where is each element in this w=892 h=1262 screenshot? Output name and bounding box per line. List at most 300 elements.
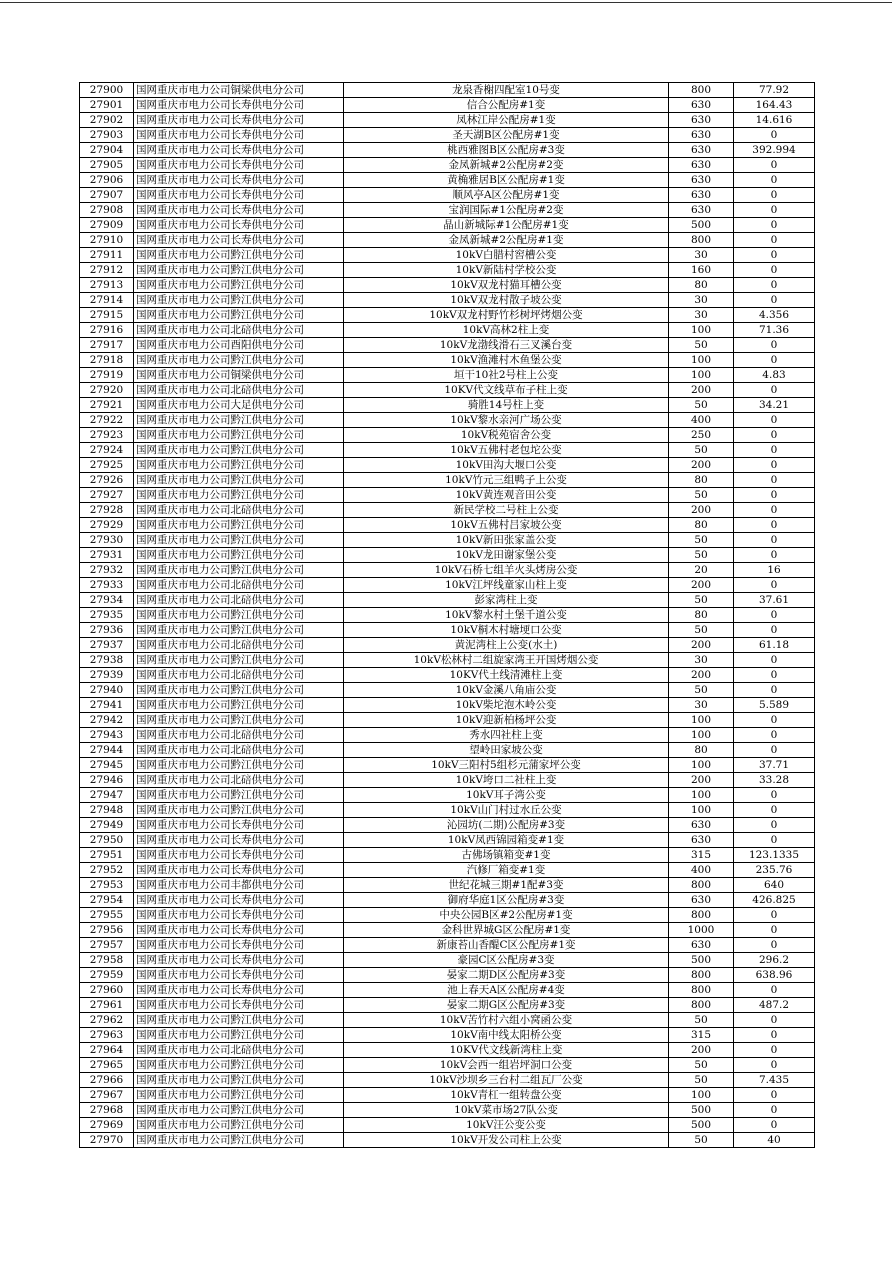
- row-id-cell: 27907: [80, 188, 134, 203]
- company-cell: 国网重庆市电力公司黔江供电分公司: [134, 263, 344, 278]
- company-cell: 国网重庆市电力公司黔江供电分公司: [134, 1013, 344, 1028]
- table-row: [80, 503, 815, 518]
- table-row: [80, 338, 815, 353]
- company-cell: 国网重庆市电力公司黔江供电分公司: [134, 563, 344, 578]
- row-id-cell: 27914: [80, 293, 134, 308]
- table-row: [80, 968, 815, 983]
- capacity-cell: 630: [669, 188, 734, 203]
- company-cell: 国网重庆市电力公司长寿供电分公司: [134, 173, 344, 188]
- value-cell: 0: [734, 548, 815, 563]
- value-cell: 71.36: [734, 323, 815, 338]
- value-cell: 0: [734, 713, 815, 728]
- company-cell: 国网重庆市电力公司黔江供电分公司: [134, 413, 344, 428]
- value-cell: 0: [734, 503, 815, 518]
- value-cell: 0: [734, 803, 815, 818]
- table-row: [80, 518, 815, 533]
- row-id-cell: 27916: [80, 323, 134, 338]
- value-cell: 0: [734, 818, 815, 833]
- company-cell: 国网重庆市电力公司丰都供电分公司: [134, 878, 344, 893]
- company-cell: 国网重庆市电力公司长寿供电分公司: [134, 848, 344, 863]
- capacity-cell: 200: [669, 638, 734, 653]
- row-id-cell: 27961: [80, 998, 134, 1013]
- value-cell: 0: [734, 668, 815, 683]
- table-row: [80, 188, 815, 203]
- value-cell: 0: [734, 263, 815, 278]
- capacity-cell: 50: [669, 548, 734, 563]
- value-cell: 0: [734, 278, 815, 293]
- table-row: [80, 248, 815, 263]
- transformer-name-cell: 望岭田家坡公变: [344, 743, 669, 758]
- company-cell: 国网重庆市电力公司黔江供电分公司: [134, 653, 344, 668]
- value-cell: 0: [734, 533, 815, 548]
- value-cell: 0: [734, 218, 815, 233]
- capacity-cell: 630: [669, 833, 734, 848]
- row-id-cell: 27925: [80, 458, 134, 473]
- company-cell: 国网重庆市电力公司黔江供电分公司: [134, 803, 344, 818]
- row-id-cell: 27915: [80, 308, 134, 323]
- table-row: [80, 158, 815, 173]
- capacity-cell: 200: [669, 503, 734, 518]
- transformer-name-cell: 10kV龙渤线滑石三叉溪台变: [344, 338, 669, 353]
- transformer-name-cell: 10kV黎水亲河广场公变: [344, 413, 669, 428]
- capacity-cell: 100: [669, 323, 734, 338]
- value-cell: 0: [734, 653, 815, 668]
- company-cell: 国网重庆市电力公司黔江供电分公司: [134, 473, 344, 488]
- company-cell: 国网重庆市电力公司黔江供电分公司: [134, 1028, 344, 1043]
- value-cell: 487.2: [734, 998, 815, 1013]
- table-row: [80, 128, 815, 143]
- company-cell: 国网重庆市电力公司黔江供电分公司: [134, 623, 344, 638]
- company-cell: 国网重庆市电力公司铜梁供电分公司: [134, 368, 344, 383]
- transformer-name-cell: 10kV黄连观音田公变: [344, 488, 669, 503]
- row-id-cell: 27906: [80, 173, 134, 188]
- company-cell: 国网重庆市电力公司黔江供电分公司: [134, 1118, 344, 1133]
- company-cell: 国网重庆市电力公司黔江供电分公司: [134, 1073, 344, 1088]
- value-cell: 0: [734, 203, 815, 218]
- row-id-cell: 27909: [80, 218, 134, 233]
- value-cell: 0: [734, 353, 815, 368]
- transformer-name-cell: 10kV凤西锦园箱变#1变: [344, 833, 669, 848]
- row-id-cell: 27970: [80, 1133, 134, 1148]
- value-cell: 0: [734, 1028, 815, 1043]
- capacity-cell: 630: [669, 203, 734, 218]
- company-cell: 国网重庆市电力公司北碚供电分公司: [134, 728, 344, 743]
- transformer-name-cell: 新康苔山香醍C区公配房#1变: [344, 938, 669, 953]
- table-row: [80, 278, 815, 293]
- capacity-cell: 50: [669, 1073, 734, 1088]
- company-cell: 国网重庆市电力公司黔江供电分公司: [134, 608, 344, 623]
- transformer-name-cell: 凤林江岸公配房#1变: [344, 113, 669, 128]
- row-id-cell: 27917: [80, 338, 134, 353]
- row-id-cell: 27946: [80, 773, 134, 788]
- company-cell: 国网重庆市电力公司黔江供电分公司: [134, 428, 344, 443]
- company-cell: 国网重庆市电力公司黔江供电分公司: [134, 443, 344, 458]
- capacity-cell: 50: [669, 1058, 734, 1073]
- transformer-name-cell: 金凤新城#2公配房#1变: [344, 233, 669, 248]
- transformer-name-cell: 10kV迎新柏杨坪公变: [344, 713, 669, 728]
- company-cell: 国网重庆市电力公司长寿供电分公司: [134, 143, 344, 158]
- row-id-cell: 27951: [80, 848, 134, 863]
- transformer-name-cell: 10kV新田张家盖公变: [344, 533, 669, 548]
- table-row: [80, 608, 815, 623]
- table-row: [80, 743, 815, 758]
- row-id-cell: 27952: [80, 863, 134, 878]
- company-cell: 国网重庆市电力公司黔江供电分公司: [134, 1103, 344, 1118]
- company-cell: 国网重庆市电力公司黔江供电分公司: [134, 1058, 344, 1073]
- value-cell: 0: [734, 248, 815, 263]
- capacity-cell: 630: [669, 98, 734, 113]
- row-id-cell: 27937: [80, 638, 134, 653]
- row-id-cell: 27941: [80, 698, 134, 713]
- company-cell: 国网重庆市电力公司长寿供电分公司: [134, 938, 344, 953]
- capacity-cell: 630: [669, 893, 734, 908]
- row-id-cell: 27955: [80, 908, 134, 923]
- table-row: [80, 428, 815, 443]
- row-id-cell: 27963: [80, 1028, 134, 1043]
- table-row: [80, 1073, 815, 1088]
- capacity-cell: 400: [669, 413, 734, 428]
- capacity-cell: 80: [669, 608, 734, 623]
- table-row: [80, 263, 815, 278]
- capacity-cell: 800: [669, 968, 734, 983]
- value-cell: 0: [734, 743, 815, 758]
- row-id-cell: 27908: [80, 203, 134, 218]
- row-id-cell: 27940: [80, 683, 134, 698]
- table-row: [80, 653, 815, 668]
- value-cell: 0: [734, 938, 815, 953]
- transformer-name-cell: 10KV代文线草布子柱上变: [344, 383, 669, 398]
- capacity-cell: 200: [669, 1043, 734, 1058]
- table-row: [80, 323, 815, 338]
- table-row: [80, 458, 815, 473]
- table-row: [80, 473, 815, 488]
- table-row: [80, 398, 815, 413]
- row-id-cell: 27948: [80, 803, 134, 818]
- capacity-cell: 100: [669, 803, 734, 818]
- value-cell: 0: [734, 488, 815, 503]
- company-cell: 国网重庆市电力公司酉阳供电分公司: [134, 338, 344, 353]
- transformer-name-cell: 10kV竹元三组鸭子上公变: [344, 473, 669, 488]
- company-cell: 国网重庆市电力公司黔江供电分公司: [134, 758, 344, 773]
- transformer-name-cell: 10kV菜市场27队公变: [344, 1103, 669, 1118]
- value-cell: 296.2: [734, 953, 815, 968]
- transformer-name-cell: 10kV税苑宿舍公变: [344, 428, 669, 443]
- capacity-cell: 315: [669, 1028, 734, 1043]
- transformer-name-cell: 10kV山门村过水丘公变: [344, 803, 669, 818]
- company-cell: 国网重庆市电力公司北碚供电分公司: [134, 578, 344, 593]
- company-cell: 国网重庆市电力公司黔江供电分公司: [134, 488, 344, 503]
- capacity-cell: 80: [669, 743, 734, 758]
- value-cell: 14.616: [734, 113, 815, 128]
- table-row: [80, 143, 815, 158]
- transformer-name-cell: 晏家二期D区公配房#3变: [344, 968, 669, 983]
- transformer-name-cell: 中央公园B区#2公配房#1变: [344, 908, 669, 923]
- row-id-cell: 27964: [80, 1043, 134, 1058]
- table-row: [80, 878, 815, 893]
- company-cell: 国网重庆市电力公司长寿供电分公司: [134, 203, 344, 218]
- company-cell: 国网重庆市电力公司黔江供电分公司: [134, 1133, 344, 1148]
- row-id-cell: 27921: [80, 398, 134, 413]
- capacity-cell: 200: [669, 668, 734, 683]
- transformer-name-cell: 晶山新城际#1公配房#1变: [344, 218, 669, 233]
- table-row: [80, 728, 815, 743]
- value-cell: 0: [734, 1013, 815, 1028]
- capacity-cell: 500: [669, 218, 734, 233]
- capacity-cell: 800: [669, 998, 734, 1013]
- value-cell: 77.92: [734, 83, 815, 98]
- company-cell: 国网重庆市电力公司北碚供电分公司: [134, 1043, 344, 1058]
- transformer-name-cell: 10KV代土线清滩柱上变: [344, 668, 669, 683]
- value-cell: 16: [734, 563, 815, 578]
- table-row: [80, 173, 815, 188]
- transformer-name-cell: 10kV双龙村猫耳槽公变: [344, 278, 669, 293]
- value-cell: 0: [734, 413, 815, 428]
- table-row: [80, 818, 815, 833]
- table-row: [80, 908, 815, 923]
- row-id-cell: 27901: [80, 98, 134, 113]
- transformer-name-cell: 池上春天A区公配房#4变: [344, 983, 669, 998]
- row-id-cell: 27960: [80, 983, 134, 998]
- transformer-name-cell: 10kV汪公变公变: [344, 1118, 669, 1133]
- company-cell: 国网重庆市电力公司北碚供电分公司: [134, 638, 344, 653]
- company-cell: 国网重庆市电力公司黔江供电分公司: [134, 788, 344, 803]
- transformer-name-cell: 黄桷雅居B区公配房#1变: [344, 173, 669, 188]
- row-id-cell: 27954: [80, 893, 134, 908]
- row-id-cell: 27942: [80, 713, 134, 728]
- capacity-cell: 250: [669, 428, 734, 443]
- value-cell: 0: [734, 923, 815, 938]
- transformer-name-cell: 彭家湾柱上变: [344, 593, 669, 608]
- company-cell: 国网重庆市电力公司长寿供电分公司: [134, 188, 344, 203]
- value-cell: 392.994: [734, 143, 815, 158]
- capacity-cell: 315: [669, 848, 734, 863]
- table-row: [80, 578, 815, 593]
- table-row: [80, 548, 815, 563]
- company-cell: 国网重庆市电力公司北碚供电分公司: [134, 773, 344, 788]
- transformer-name-cell: 10kV沙坝乡三台村二组瓦厂公变: [344, 1073, 669, 1088]
- value-cell: 0: [734, 833, 815, 848]
- capacity-cell: 200: [669, 578, 734, 593]
- row-id-cell: 27931: [80, 548, 134, 563]
- value-cell: 638.96: [734, 968, 815, 983]
- table-row: [80, 443, 815, 458]
- transformer-name-cell: 古佛场镇箱变#1变: [344, 848, 669, 863]
- capacity-cell: 800: [669, 908, 734, 923]
- transformer-name-cell: 10kV黎水村土堡千道公变: [344, 608, 669, 623]
- company-cell: 国网重庆市电力公司长寿供电分公司: [134, 893, 344, 908]
- row-id-cell: 27927: [80, 488, 134, 503]
- transformer-name-cell: 沁园坊(二期)公配房#3变: [344, 818, 669, 833]
- transformer-name-cell: 10kV南中线太阳桥公变: [344, 1028, 669, 1043]
- value-cell: 4.356: [734, 308, 815, 323]
- transformer-name-cell: 10kV苦竹村六组小窝函公变: [344, 1013, 669, 1028]
- value-cell: 0: [734, 233, 815, 248]
- transformer-name-cell: 新民学校二号柱上公变: [344, 503, 669, 518]
- table-row: [80, 383, 815, 398]
- row-id-cell: 27912: [80, 263, 134, 278]
- transformer-name-cell: 10kV江坪线童家山柱上变: [344, 578, 669, 593]
- value-cell: 0: [734, 428, 815, 443]
- value-cell: 4.83: [734, 368, 815, 383]
- capacity-cell: 50: [669, 443, 734, 458]
- row-id-cell: 27926: [80, 473, 134, 488]
- value-cell: 235.76: [734, 863, 815, 878]
- table-row: [80, 683, 815, 698]
- table-row: [80, 713, 815, 728]
- capacity-cell: 100: [669, 758, 734, 773]
- table-row: [80, 1043, 815, 1058]
- row-id-cell: 27924: [80, 443, 134, 458]
- capacity-cell: 800: [669, 233, 734, 248]
- row-id-cell: 27923: [80, 428, 134, 443]
- row-id-cell: 27950: [80, 833, 134, 848]
- company-cell: 国网重庆市电力公司长寿供电分公司: [134, 953, 344, 968]
- table-row: [80, 773, 815, 788]
- value-cell: 0: [734, 1118, 815, 1133]
- value-cell: 0: [734, 1088, 815, 1103]
- company-cell: 国网重庆市电力公司长寿供电分公司: [134, 233, 344, 248]
- transformer-name-cell: 宝润国际#1公配房#2变: [344, 203, 669, 218]
- transformer-table: [79, 82, 815, 1148]
- table-row: [80, 1028, 815, 1043]
- capacity-cell: 30: [669, 653, 734, 668]
- transformer-name-cell: 桃西雅图B区公配房#3变: [344, 143, 669, 158]
- capacity-cell: 30: [669, 248, 734, 263]
- company-cell: 国网重庆市电力公司长寿供电分公司: [134, 908, 344, 923]
- company-cell: 国网重庆市电力公司长寿供电分公司: [134, 998, 344, 1013]
- table-row: [80, 353, 815, 368]
- company-cell: 国网重庆市电力公司长寿供电分公司: [134, 158, 344, 173]
- row-id-cell: 27902: [80, 113, 134, 128]
- row-id-cell: 27938: [80, 653, 134, 668]
- transformer-name-cell: 10kV高林2柱上变: [344, 323, 669, 338]
- table-row: [80, 623, 815, 638]
- row-id-cell: 27930: [80, 533, 134, 548]
- value-cell: 7.435: [734, 1073, 815, 1088]
- transformer-name-cell: 骑胜14号柱上变: [344, 398, 669, 413]
- company-cell: 国网重庆市电力公司长寿供电分公司: [134, 98, 344, 113]
- value-cell: 0: [734, 458, 815, 473]
- company-cell: 国网重庆市电力公司长寿供电分公司: [134, 923, 344, 938]
- transformer-name-cell: 10kV金溪八角庙公变: [344, 683, 669, 698]
- capacity-cell: 500: [669, 1103, 734, 1118]
- row-id-cell: 27949: [80, 818, 134, 833]
- company-cell: 国网重庆市电力公司黔江供电分公司: [134, 248, 344, 263]
- row-id-cell: 27933: [80, 578, 134, 593]
- capacity-cell: 50: [669, 623, 734, 638]
- row-id-cell: 27939: [80, 668, 134, 683]
- transformer-name-cell: 信合公配房#1变: [344, 98, 669, 113]
- value-cell: 0: [734, 908, 815, 923]
- company-cell: 国网重庆市电力公司北碚供电分公司: [134, 743, 344, 758]
- row-id-cell: 27911: [80, 248, 134, 263]
- table-row: [80, 638, 815, 653]
- company-cell: 国网重庆市电力公司长寿供电分公司: [134, 113, 344, 128]
- table-row: [80, 113, 815, 128]
- value-cell: 0: [734, 338, 815, 353]
- table-row: [80, 953, 815, 968]
- transformer-name-cell: 10kV柴坨泡木岭公变: [344, 698, 669, 713]
- capacity-cell: 50: [669, 398, 734, 413]
- row-id-cell: 27959: [80, 968, 134, 983]
- row-id-cell: 27920: [80, 383, 134, 398]
- transformer-name-cell: 10kV垮口二社柱上变: [344, 773, 669, 788]
- row-id-cell: 27928: [80, 503, 134, 518]
- page-top-rule: [0, 2, 892, 3]
- table-row: [80, 758, 815, 773]
- value-cell: 0: [734, 1058, 815, 1073]
- value-cell: 0: [734, 188, 815, 203]
- capacity-cell: 50: [669, 533, 734, 548]
- value-cell: 0: [734, 158, 815, 173]
- table-row: [80, 668, 815, 683]
- table-body: [80, 83, 815, 1148]
- table-row: [80, 83, 815, 98]
- capacity-cell: 200: [669, 773, 734, 788]
- capacity-cell: 30: [669, 698, 734, 713]
- transformer-name-cell: 10KV代文线新湾柱上变: [344, 1043, 669, 1058]
- company-cell: 国网重庆市电力公司黔江供电分公司: [134, 308, 344, 323]
- capacity-cell: 630: [669, 173, 734, 188]
- row-id-cell: 27900: [80, 83, 134, 98]
- transformer-name-cell: 10kV五佛村吕家坡公变: [344, 518, 669, 533]
- company-cell: 国网重庆市电力公司黔江供电分公司: [134, 458, 344, 473]
- transformer-name-cell: 10kV田沟大堰口公变: [344, 458, 669, 473]
- capacity-cell: 400: [669, 863, 734, 878]
- transformer-name-cell: 10kV耳子湾公变: [344, 788, 669, 803]
- table-row: [80, 893, 815, 908]
- transformer-name-cell: 10kV会西一组岩坪洞口公变: [344, 1058, 669, 1073]
- transformer-name-cell: 黄泥湾柱上公变(水土): [344, 638, 669, 653]
- value-cell: 0: [734, 1043, 815, 1058]
- capacity-cell: 100: [669, 728, 734, 743]
- capacity-cell: 50: [669, 593, 734, 608]
- capacity-cell: 50: [669, 683, 734, 698]
- transformer-name-cell: 10kV桐木村塘埂口公变: [344, 623, 669, 638]
- transformer-name-cell: 10kV青杠一组转盘公变: [344, 1088, 669, 1103]
- company-cell: 国网重庆市电力公司黔江供电分公司: [134, 293, 344, 308]
- row-id-cell: 27944: [80, 743, 134, 758]
- value-cell: 0: [734, 128, 815, 143]
- capacity-cell: 160: [669, 263, 734, 278]
- table-row: [80, 698, 815, 713]
- company-cell: 国网重庆市电力公司黔江供电分公司: [134, 533, 344, 548]
- row-id-cell: 27968: [80, 1103, 134, 1118]
- transformer-name-cell: 垣干10社2号柱上公变: [344, 368, 669, 383]
- table-row: [80, 998, 815, 1013]
- table-row: [80, 368, 815, 383]
- company-cell: 国网重庆市电力公司长寿供电分公司: [134, 983, 344, 998]
- capacity-cell: 30: [669, 308, 734, 323]
- value-cell: 0: [734, 173, 815, 188]
- row-id-cell: 27967: [80, 1088, 134, 1103]
- value-cell: 0: [734, 383, 815, 398]
- transformer-name-cell: 晏家二期G区公配房#3变: [344, 998, 669, 1013]
- table-row: [80, 1103, 815, 1118]
- capacity-cell: 630: [669, 128, 734, 143]
- row-id-cell: 27969: [80, 1118, 134, 1133]
- row-id-cell: 27932: [80, 563, 134, 578]
- capacity-cell: 100: [669, 713, 734, 728]
- company-cell: 国网重庆市电力公司黔江供电分公司: [134, 353, 344, 368]
- value-cell: 5.589: [734, 698, 815, 713]
- company-cell: 国网重庆市电力公司长寿供电分公司: [134, 218, 344, 233]
- company-cell: 国网重庆市电力公司黔江供电分公司: [134, 1088, 344, 1103]
- table-row: [80, 533, 815, 548]
- table-row: [80, 293, 815, 308]
- capacity-cell: 200: [669, 383, 734, 398]
- transformer-name-cell: 10kV开发公司柱上公变: [344, 1133, 669, 1148]
